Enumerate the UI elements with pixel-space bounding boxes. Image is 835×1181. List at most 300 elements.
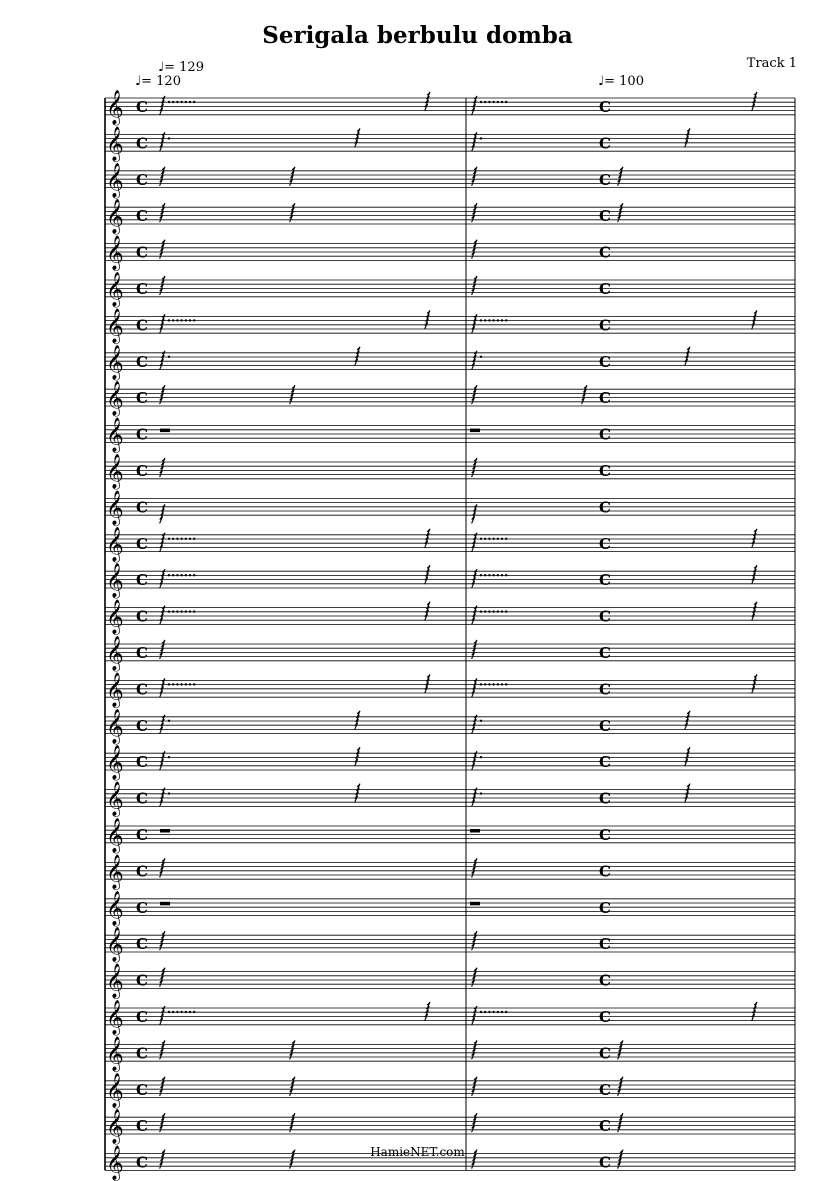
treble-clef-icon: 𝄞 <box>106 344 124 380</box>
measure3-rest <box>618 1040 623 1059</box>
measure3-end-rest <box>752 602 757 621</box>
measure2-dot <box>480 356 482 358</box>
measure1-dot <box>168 683 170 685</box>
treble-clef-icon: 𝄞 <box>106 1000 124 1035</box>
measure1-end-rest <box>425 602 430 621</box>
measure1-end-rest <box>425 92 430 111</box>
treble-clef-icon: 𝄞 <box>106 126 124 162</box>
measure2-dot <box>501 574 503 576</box>
time-signature-second: C <box>599 789 611 808</box>
measure1-end-rest <box>425 1002 430 1021</box>
time-signature-first: C <box>136 1044 148 1063</box>
measure1-rest <box>160 458 165 477</box>
measure1-dot <box>193 319 195 321</box>
measure3-rest <box>618 203 623 222</box>
measure1-end-rest <box>425 310 430 329</box>
measure1-dot <box>193 574 195 576</box>
time-signature-second: C <box>599 352 611 371</box>
measure1-rest <box>160 788 165 807</box>
measure2-dot <box>505 538 507 540</box>
whole-rest <box>160 829 170 833</box>
measure1-rest <box>160 314 165 333</box>
measure2-dot <box>492 1011 494 1013</box>
measure2-dot <box>501 683 503 685</box>
measure2-dot <box>484 574 486 576</box>
time-signature-first: C <box>136 134 148 153</box>
measure1-dot <box>180 574 182 576</box>
measure2-dot <box>480 720 482 722</box>
measure1-end-rest <box>355 711 360 730</box>
measure2-dot <box>501 1011 503 1013</box>
time-signature-second: C <box>599 207 611 226</box>
measure1-rest <box>160 1040 165 1059</box>
measure1-rest-2 <box>290 203 295 222</box>
time-signature-second: C <box>599 1117 611 1136</box>
measure2-dot <box>480 1011 482 1013</box>
measure1-dot <box>168 101 170 103</box>
treble-clef-icon: 𝄞 <box>106 1109 124 1145</box>
measure1-dot <box>189 610 191 612</box>
treble-clef-icon: 𝄞 <box>106 417 124 453</box>
measure2-dot <box>501 538 503 540</box>
measure3-end-rest <box>752 1002 757 1021</box>
measure2-dot <box>488 1011 490 1013</box>
measure2-rest <box>472 751 477 770</box>
quarter-note-icon: ♩ <box>135 74 142 89</box>
measure1-dot <box>180 319 182 321</box>
measure1-end-rest <box>425 674 430 693</box>
measure2-dot <box>480 137 482 139</box>
measure1-end-rest <box>425 529 430 548</box>
treble-clef-icon: 𝄞 <box>106 490 124 526</box>
treble-clef-icon: 𝄞 <box>106 890 124 926</box>
treble-clef-icon: 𝄞 <box>106 927 124 963</box>
measure1-rest <box>160 569 165 588</box>
treble-clef-icon: 𝄞 <box>106 672 124 708</box>
time-signature-second: C <box>599 571 611 590</box>
measure1-dot <box>176 683 178 685</box>
whole-rest <box>160 429 170 433</box>
measure1-rest <box>160 167 165 186</box>
measure1-dot <box>168 610 170 612</box>
time-signature-first: C <box>136 207 148 226</box>
treble-clef-icon: 𝄞 <box>106 199 124 235</box>
measure1-dot <box>185 101 187 103</box>
measure1-dot <box>168 319 170 321</box>
measure2-dot <box>488 574 490 576</box>
treble-clef-icon: 𝄞 <box>106 1145 124 1181</box>
measure2-dot <box>492 610 494 612</box>
measure3-rest <box>618 167 623 186</box>
measure1-dot <box>193 538 195 540</box>
time-signature-second: C <box>599 498 611 517</box>
treble-clef-icon: 𝄞 <box>106 308 124 344</box>
measure3-rest <box>685 784 690 803</box>
time-signature-second: C <box>599 898 611 917</box>
measure1-dot <box>185 610 187 612</box>
measure2-dot <box>497 538 499 540</box>
measure3-end-rest <box>752 565 757 584</box>
time-signature-second: C <box>599 971 611 990</box>
measure1-rest <box>160 1113 165 1132</box>
measure1-dot <box>185 574 187 576</box>
time-signature-first: C <box>136 534 148 553</box>
time-signature-second: C <box>599 243 611 262</box>
measure1-end-rest <box>355 128 360 147</box>
measure2-dot <box>497 101 499 103</box>
measure1-dot <box>193 1011 195 1013</box>
measure1-rest <box>160 504 165 523</box>
measure3-rest <box>685 747 690 766</box>
measure3-rest <box>618 1077 623 1096</box>
measure1-dot <box>185 538 187 540</box>
treble-clef-icon: 𝄞 <box>106 162 124 198</box>
measure1-dot <box>180 1011 182 1013</box>
treble-clef-icon: 𝄞 <box>106 381 124 417</box>
measure1-rest <box>160 533 165 552</box>
measure1-dot <box>193 610 195 612</box>
measure2-dot <box>505 101 507 103</box>
time-signature-first: C <box>136 1153 148 1172</box>
time-signature-first: C <box>136 862 148 881</box>
measure2-dot <box>492 574 494 576</box>
treble-clef-icon: 𝄞 <box>106 526 124 562</box>
treble-clef-icon: 𝄞 <box>106 1036 124 1072</box>
treble-clef-icon: 𝄞 <box>106 599 124 635</box>
measure3-end-rest <box>752 529 757 548</box>
score-title: Serigala berbulu domba <box>262 22 573 49</box>
measure1-rest <box>160 931 165 950</box>
measure1-dot <box>180 683 182 685</box>
time-signature-second: C <box>599 1008 611 1026</box>
measure1-dot <box>168 720 170 722</box>
treble-clef-icon: 𝄞 <box>106 90 124 125</box>
time-signature-first: C <box>136 462 148 480</box>
measure2-rest <box>472 968 477 987</box>
measure1-end-rest <box>355 347 360 366</box>
whole-rest-2 <box>470 429 480 433</box>
measure1-dot <box>185 683 187 685</box>
measure3-rest <box>685 128 690 147</box>
time-signature-first: C <box>136 1008 148 1026</box>
measure3-pre-rest <box>582 385 587 404</box>
measure3-rest <box>685 347 690 366</box>
time-signature-first: C <box>136 280 148 298</box>
measure1-rest-2 <box>290 1113 295 1132</box>
time-signature-first: C <box>136 753 148 772</box>
treble-clef-icon: 𝄞 <box>106 854 124 890</box>
time-signature-second: C <box>599 134 611 153</box>
time-signature-first: C <box>136 716 148 735</box>
measure1-dot <box>172 574 174 576</box>
whole-rest-2 <box>470 829 480 833</box>
measure1-dot <box>176 1011 178 1013</box>
measure2-dot <box>497 610 499 612</box>
time-signature-first: C <box>136 935 148 954</box>
time-signature-second: C <box>599 826 611 844</box>
measure1-rest-2 <box>290 167 295 186</box>
time-signature-first: C <box>136 425 148 444</box>
measure2-dot <box>497 574 499 576</box>
whole-rest-2 <box>470 902 480 906</box>
measure2-rest <box>472 504 477 523</box>
measure1-rest <box>160 640 165 659</box>
measure1-dot <box>189 319 191 321</box>
time-signature-second: C <box>599 1044 611 1063</box>
measure2-rest <box>472 640 477 659</box>
treble-clef-icon: 𝄞 <box>106 235 124 271</box>
measure2-dot <box>488 683 490 685</box>
time-signature-first: C <box>136 571 148 590</box>
measure2-dot <box>492 101 494 103</box>
measure2-rest <box>472 351 477 370</box>
measure2-dot <box>484 319 486 321</box>
measure1-rest <box>160 351 165 370</box>
measure2-dot <box>501 101 503 103</box>
time-signature-second: C <box>599 716 611 735</box>
time-signature-second: C <box>599 1153 611 1172</box>
measure1-dot <box>172 101 174 103</box>
measure1-rest <box>160 678 165 697</box>
measure2-dot <box>484 538 486 540</box>
measure1-rest <box>160 96 165 115</box>
measure1-dot <box>185 319 187 321</box>
treble-clef-icon: 𝄞 <box>106 1072 124 1108</box>
measure1-rest-2 <box>290 1077 295 1096</box>
tempo-value-2: = 129 <box>164 60 204 75</box>
measure1-dot <box>168 1011 170 1013</box>
measure1-dot <box>193 101 195 103</box>
measure2-rest <box>472 132 477 151</box>
measure2-rest <box>472 1113 477 1132</box>
measure2-dot <box>505 1011 507 1013</box>
measure1-end-rest <box>425 565 430 584</box>
measure1-rest <box>160 276 165 295</box>
measure3-end-rest <box>752 674 757 693</box>
measure1-dot <box>176 610 178 612</box>
measure1-dot <box>176 319 178 321</box>
measure2-rest <box>472 240 477 259</box>
treble-clef-icon: 𝄞 <box>106 745 124 781</box>
time-signature-first: C <box>136 1080 148 1099</box>
measure1-dot <box>168 137 170 139</box>
measure3-end-rest <box>752 92 757 111</box>
time-signature-first: C <box>136 1117 148 1136</box>
measure2-dot <box>480 683 482 685</box>
measure1-dot <box>180 101 182 103</box>
measure2-rest <box>472 276 477 295</box>
measure3-rest <box>685 711 690 730</box>
quarter-note-icon: ♩ <box>598 74 605 89</box>
measure1-dot <box>185 1011 187 1013</box>
measure2-dot <box>488 610 490 612</box>
measure2-dot <box>484 610 486 612</box>
measure1-rest <box>160 203 165 222</box>
time-signature-second: C <box>599 425 611 444</box>
measure2-dot <box>480 538 482 540</box>
measure1-dot <box>176 538 178 540</box>
measure2-dot <box>497 319 499 321</box>
measure1-dot <box>172 683 174 685</box>
treble-clef-icon: 𝄞 <box>106 636 124 671</box>
measure2-rest <box>472 458 477 477</box>
time-signature-first: C <box>136 98 148 116</box>
time-signature-first: C <box>136 389 148 408</box>
measure1-rest <box>160 240 165 259</box>
measure2-dot <box>505 574 507 576</box>
time-signature-first: C <box>136 789 148 808</box>
measure2-rest <box>472 385 477 404</box>
composer-label: Track 1 <box>746 56 797 71</box>
treble-clef-icon: 𝄞 <box>106 272 124 307</box>
time-signature-first: C <box>136 971 148 990</box>
time-signature-second: C <box>599 316 611 335</box>
tempo-value-3: = 100 <box>604 74 644 89</box>
measure1-dot <box>189 683 191 685</box>
measure2-dot <box>501 319 503 321</box>
measure1-dot <box>180 610 182 612</box>
measure1-rest <box>160 1077 165 1096</box>
measure1-dot <box>189 574 191 576</box>
time-signature-second: C <box>599 98 611 116</box>
measure2-dot <box>492 683 494 685</box>
measure2-rest <box>472 788 477 807</box>
measure1-dot <box>172 610 174 612</box>
treble-clef-icon: 𝄞 <box>106 454 124 489</box>
measure2-dot <box>488 319 490 321</box>
measure2-rest <box>472 167 477 186</box>
measure1-dot <box>189 538 191 540</box>
treble-clef-icon: 𝄞 <box>106 708 124 744</box>
measure2-dot <box>484 101 486 103</box>
measure2-rest <box>472 606 477 625</box>
time-signature-first: C <box>136 680 148 699</box>
measure2-dot <box>505 610 507 612</box>
measure1-dot <box>168 538 170 540</box>
time-signature-second: C <box>599 607 611 626</box>
treble-clef-icon: 𝄞 <box>106 781 124 817</box>
measure2-rest <box>472 203 477 222</box>
measure1-rest <box>160 385 165 404</box>
tempo-value-1: = 120 <box>141 74 181 89</box>
measure2-rest <box>472 858 477 877</box>
measure2-rest <box>472 1006 477 1025</box>
time-signature-second: C <box>599 462 611 480</box>
measure3-rest <box>618 1113 623 1132</box>
time-signature-second: C <box>599 389 611 408</box>
measure2-rest <box>472 1077 477 1096</box>
footer-credit: HamieNET.com <box>370 1145 465 1159</box>
measure1-dot <box>176 574 178 576</box>
treble-clef-icon: 𝄞 <box>106 563 124 599</box>
measure2-dot <box>480 792 482 794</box>
time-signature-first: C <box>136 352 148 371</box>
measure2-rest <box>472 715 477 734</box>
measure2-rest <box>472 678 477 697</box>
measure2-dot <box>497 1011 499 1013</box>
time-signature-second: C <box>599 862 611 881</box>
measure1-dot <box>172 538 174 540</box>
quarter-note-icon: ♩ <box>158 60 165 75</box>
measure2-dot <box>497 683 499 685</box>
measure1-rest <box>160 968 165 987</box>
measure2-dot <box>505 683 507 685</box>
measure1-dot <box>180 538 182 540</box>
treble-clef-icon: 𝄞 <box>106 963 124 999</box>
measure1-rest-2 <box>290 1040 295 1059</box>
time-signature-first: C <box>136 898 148 917</box>
measure3-end-rest <box>752 310 757 329</box>
measure2-rest <box>472 96 477 115</box>
measure1-dot <box>193 683 195 685</box>
measure1-dot <box>189 101 191 103</box>
time-signature-second: C <box>599 534 611 553</box>
time-signature-second: C <box>599 680 611 699</box>
measure1-end-rest <box>355 747 360 766</box>
measure2-dot <box>484 683 486 685</box>
measure2-dot <box>480 101 482 103</box>
measure1-dot <box>168 756 170 758</box>
measure1-dot <box>168 574 170 576</box>
time-signature-first: C <box>136 644 148 662</box>
measure2-dot <box>480 574 482 576</box>
measure2-dot <box>501 610 503 612</box>
time-signature-first: C <box>136 243 148 262</box>
time-signature-second: C <box>599 280 611 298</box>
measure1-rest <box>160 1006 165 1025</box>
time-signature-second: C <box>599 1080 611 1099</box>
measure2-dot <box>505 319 507 321</box>
measure2-dot <box>480 610 482 612</box>
treble-clef-icon: 𝄞 <box>106 818 124 853</box>
time-signature-first: C <box>136 316 148 335</box>
measure2-rest <box>472 533 477 552</box>
measure1-rest-2 <box>290 385 295 404</box>
measure2-rest <box>472 1040 477 1059</box>
measure2-rest <box>472 569 477 588</box>
whole-rest <box>160 902 170 906</box>
measure1-rest <box>160 606 165 625</box>
measure2-dot <box>488 101 490 103</box>
measure1-dot <box>172 319 174 321</box>
time-signature-second: C <box>599 753 611 772</box>
time-signature-first: C <box>136 826 148 844</box>
measure1-dot <box>168 356 170 358</box>
time-signature-second: C <box>599 644 611 662</box>
time-signature-first: C <box>136 170 148 189</box>
measure1-dot <box>176 101 178 103</box>
measure1-rest <box>160 715 165 734</box>
measure1-rest <box>160 132 165 151</box>
measure2-dot <box>492 319 494 321</box>
measure1-rest <box>160 858 165 877</box>
measure2-rest <box>472 314 477 333</box>
measure2-dot <box>484 1011 486 1013</box>
time-signature-first: C <box>136 607 148 626</box>
time-signature-second: C <box>599 170 611 189</box>
measure1-dot <box>189 1011 191 1013</box>
measure2-dot <box>488 538 490 540</box>
measure1-rest <box>160 751 165 770</box>
measure1-dot <box>172 1011 174 1013</box>
measure2-rest <box>472 931 477 950</box>
measure1-dot <box>168 792 170 794</box>
time-signature-first: C <box>136 498 148 517</box>
time-signature-second: C <box>599 935 611 954</box>
measure1-end-rest <box>355 784 360 803</box>
measure2-dot <box>480 319 482 321</box>
measure2-dot <box>492 538 494 540</box>
